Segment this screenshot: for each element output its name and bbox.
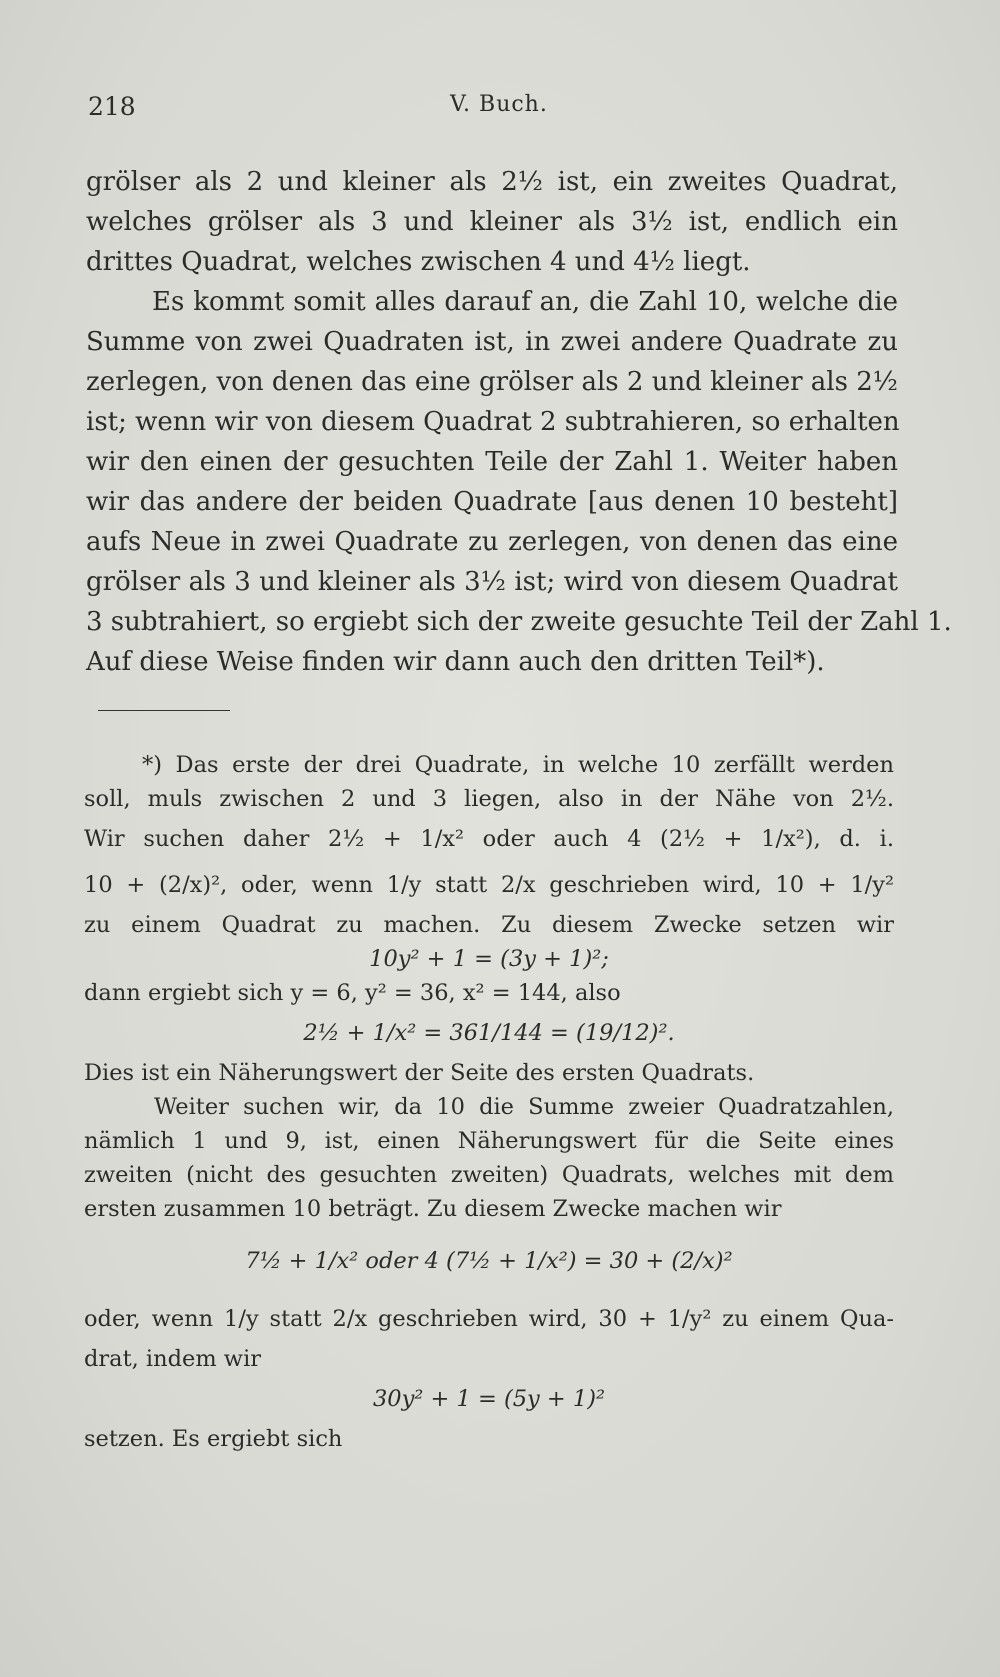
footnote-line: drat, indem wir: [84, 1346, 262, 1372]
footnote-line: zu einem Quadrat zu machen. Zu diesem Zwecke setzen wir: [84, 912, 894, 938]
footnote-line: nämlich 1 und 9, ist, einen Näherungswert für die Seite eines: [84, 1128, 894, 1154]
text-line: ist; wenn wir von diesem Quadrat 2 subtrahieren, so erhalten: [86, 407, 900, 437]
footnote-line: *) Das erste der drei Quadrate, in welche 10 zerfällt werden: [142, 752, 894, 778]
main-text: [86, 162, 952, 682]
footnote-line: zweiten (nicht des gesuchten zweiten) Quadrats, welches mit dem: [84, 1162, 894, 1188]
footnote-rule: [98, 710, 230, 711]
text-line: wir das andere der beiden Quadrate [aus denen 10 besteht]: [86, 487, 898, 517]
footnote-line: ersten zusammen 10 beträgt. Zu diesem Zwecke machen wir: [84, 1196, 782, 1222]
footnote-line: Dies ist ein Näherungswert der Seite des ersten Quadrats.: [84, 1060, 755, 1086]
page-header: [88, 92, 918, 132]
text-line: Summe von zwei Quadraten ist, in zwei andere Quadrate zu: [86, 327, 898, 357]
equation: 30y² + 1 = (5y + 1)²: [372, 1386, 606, 1412]
running-head: V. Buch.: [450, 92, 548, 117]
footnote: [84, 748, 894, 1456]
footnote-line: 10 + (2/x)², oder, wenn 1/y statt 2/x geschrieben wird, 10 + 1/y²: [84, 872, 894, 898]
footnote-line: Weiter suchen wir, da 10 die Summe zweier Quadratzahlen,: [154, 1094, 894, 1120]
equation: 2½ + 1/x² = 361/144 = (19/12)².: [303, 1020, 675, 1046]
text-line: grölser als 3 und kleiner als 3½ ist; wird von diesem Quadrat: [86, 567, 898, 597]
footnote-line: dann ergiebt sich y = 6, y² = 36, x² = 144, also: [84, 980, 621, 1006]
footnote-line: oder, wenn 1/y statt 2/x geschrieben wird, 30 + 1/y² zu einem Qua-: [84, 1306, 894, 1332]
footnote-line: Wir suchen daher 2½ + 1/x² oder auch 4 (2½ + 1/x²), d. i.: [84, 826, 894, 852]
equation: 7½ + 1/x² oder 4 (7½ + 1/x²) = 30 + (2/x)²: [245, 1248, 733, 1274]
equation: 10y² + 1 = (3y + 1)²;: [369, 946, 609, 972]
text-line: welches grölser als 3 und kleiner als 3½ ist, endlich ein: [86, 207, 898, 237]
text-line: grölser als 2 und kleiner als 2½ ist, ein zweites Quadrat,: [86, 167, 898, 197]
text-line: Es kommt somit alles darauf an, die Zahl 10, welche die: [152, 287, 898, 317]
text-line: zerlegen, von denen das eine grölser als 2 und kleiner als 2½: [86, 367, 898, 397]
text-line: drittes Quadrat, welches zwischen 4 und 4½ liegt.: [86, 247, 751, 277]
page-number: 218: [88, 92, 136, 121]
footnote-line: soll, muls zwischen 2 und 3 liegen, also in der Nähe von 2½.: [84, 786, 894, 812]
text-line: 3 subtrahiert, so ergiebt sich der zweite gesuchte Teil der Zahl 1.: [86, 607, 952, 637]
text-line: wir den einen der gesuchten Teile der Zahl 1. Weiter haben: [86, 447, 898, 477]
footnote-line: setzen. Es ergiebt sich: [84, 1426, 343, 1452]
text-line: aufs Neue in zwei Quadrate zu zerlegen, von denen das eine: [86, 527, 898, 557]
text-line: Auf diese Weise finden wir dann auch den dritten Teil*).: [86, 647, 825, 677]
